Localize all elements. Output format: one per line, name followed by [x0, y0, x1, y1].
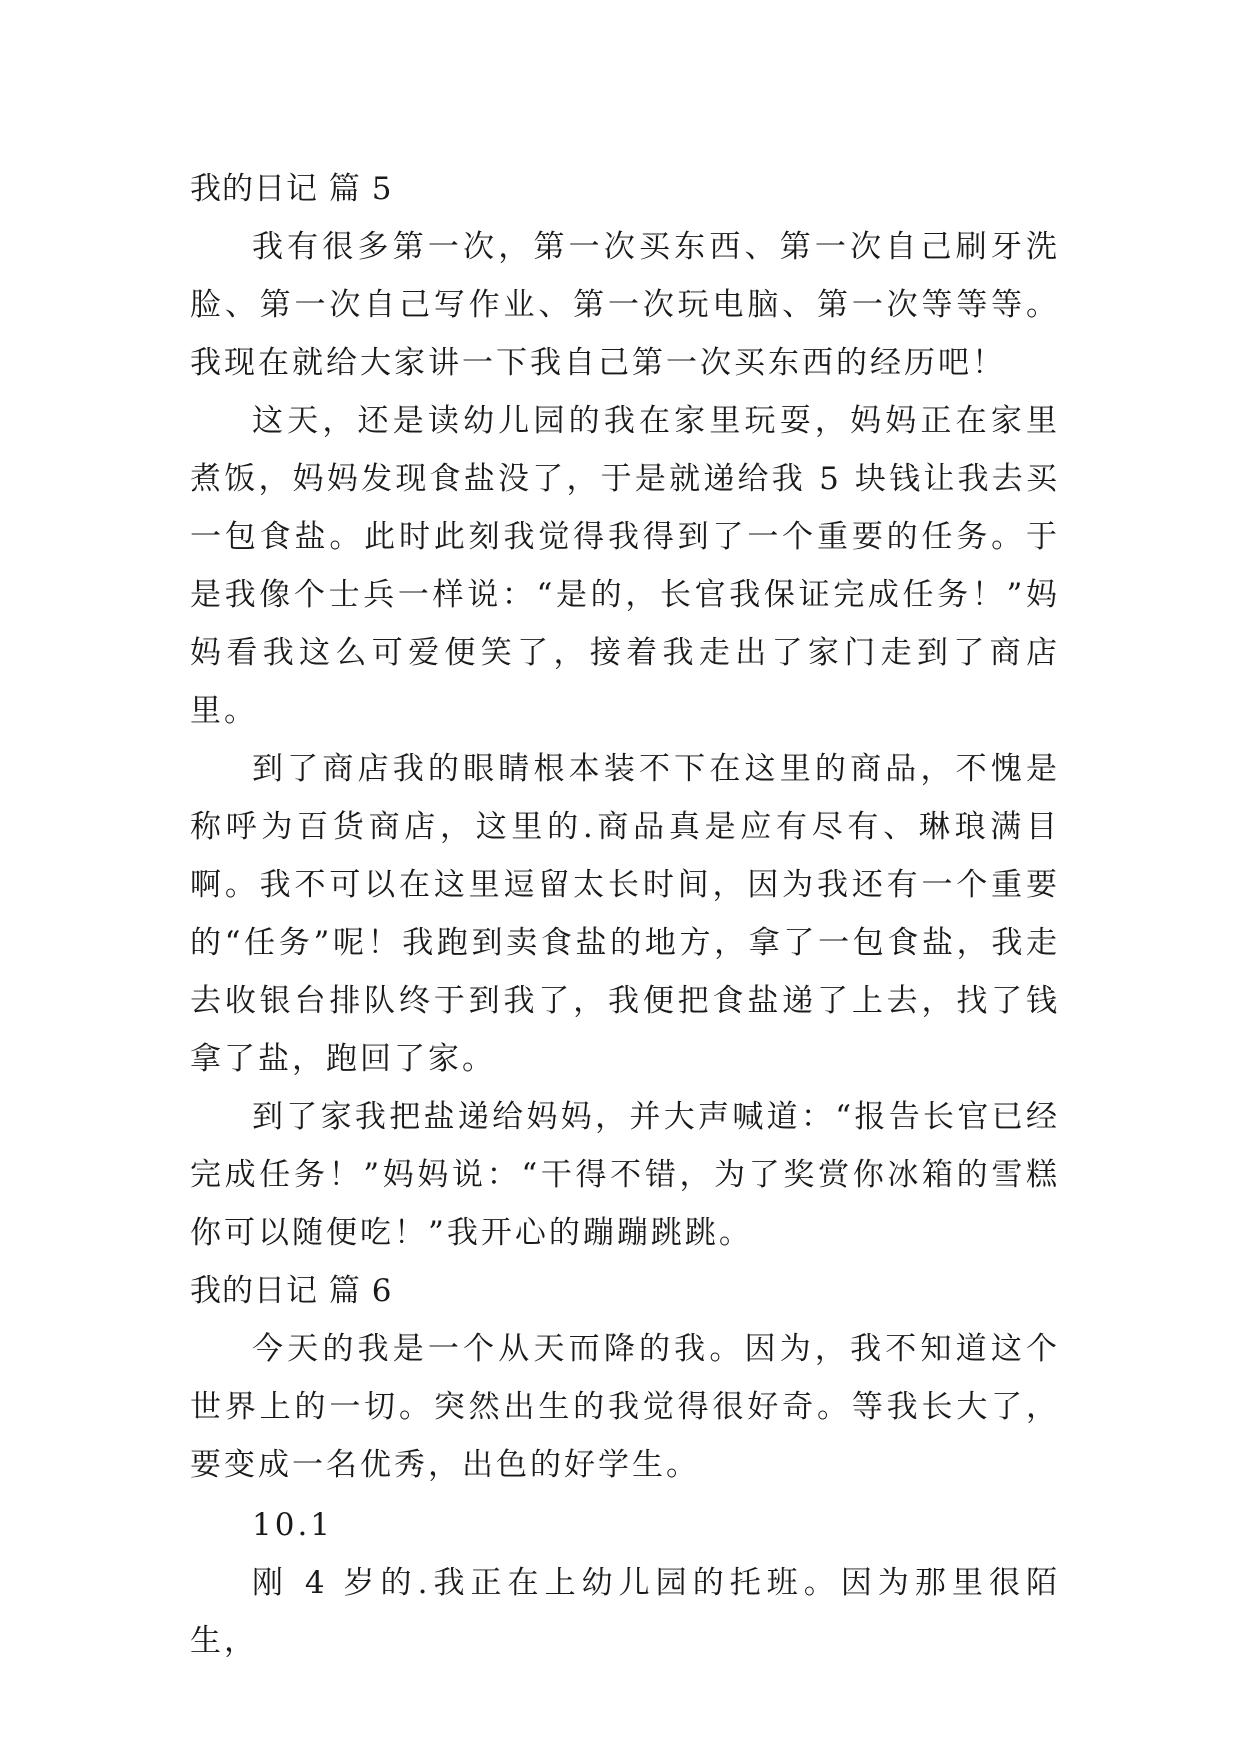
paragraph: 今天的我是一个从天而降的我。因为，我不知道这个世界上的一切。突然出生的我觉得很好奇。等我长大了，要变成一名优秀，出色的好学生。 [190, 1331, 1060, 1483]
section-title-5: 我的日记 篇 5 [190, 171, 393, 207]
paragraph: 到了家我把盐递给妈妈，并大声喊道：“报告长官已经完成任务！”妈妈说：“干得不错，为了奖赏你冰箱的雪糕你可以随便吃！”我开心的蹦蹦跳跳。 [190, 1099, 1060, 1251]
paragraph: 这天，还是读幼儿园的我在家里玩耍，妈妈正在家里煮饭，妈妈发现食盐没了，于是就递给我 5 块钱让我去买一包食盐。此时此刻我觉得我得到了一个重要的任务。于是我像个士兵一样说：“是的，长官我保证完成任务！”妈妈看我这么可爱便笑了，接着我走出了家门走到了商店里。 [190, 403, 1060, 729]
document-body [190, 160, 1060, 1670]
paragraph: 刚 4 岁的.我正在上幼儿园的托班。因为那里很陌生， [190, 1565, 1060, 1659]
section-title-6: 我的日记 篇 6 [190, 1273, 393, 1309]
date-line: 10.1 [252, 1507, 334, 1543]
paragraph: 到了商店我的眼睛根本装不下在这里的商品，不愧是称呼为百货商店，这里的.商品真是应有尽有、琳琅满目啊。我不可以在这里逗留太长时间，因为我还有一个重要的“任务”呢！我跑到卖食盐的地方，拿了一包食盐，我走去收银台排队终于到我了，我便把食盐递了上去，找了钱拿了盐，跑回了家。 [190, 751, 1060, 1077]
paragraph: 我有很多第一次，第一次买东西、第一次自己刷牙洗脸、第一次自己写作业、第一次玩电脑、第一次等等等。我现在就给大家讲一下我自己第一次买东西的经历吧！ [190, 229, 1060, 381]
